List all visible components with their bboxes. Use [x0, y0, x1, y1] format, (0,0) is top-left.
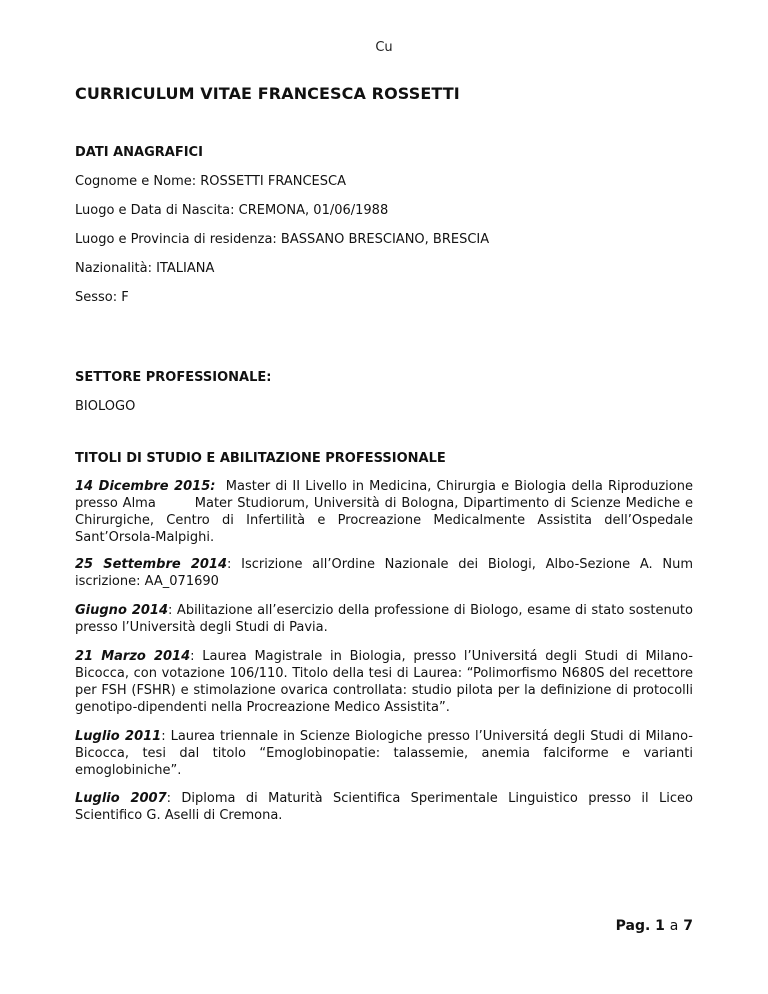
- section-heading-dati: DATI ANAGRAFICI: [75, 145, 203, 160]
- page-footer: [616, 918, 693, 934]
- dati-line: Cognome e Nome: ROSSETTI FRANCESCA: [75, 174, 346, 189]
- entry-date: 25 Settembre 2014: [75, 557, 228, 572]
- entry-date: 21 Marzo 2014: [75, 649, 191, 664]
- footer-separator: a: [669, 918, 679, 934]
- header-mark: Cu: [375, 40, 393, 55]
- footer-label: Pag.: [615, 918, 651, 934]
- education-entry: [75, 728, 693, 779]
- entry-text: : Iscrizione all’Ordine Nazionale dei Biologi, Albo-Sezione A. Num iscrizione: AA_071690: [75, 557, 693, 589]
- entry-text: : Abilitazione all’esercizio della professione di Biologo, esame di stato sostenuto presso l’Università degli Studi di Pavia.: [75, 603, 693, 635]
- entry-text: : Laurea Magistrale in Biologia, presso l’Universitá degli Studi di Milano-Bicocca, con votazione 106/110. Titolo della tesi di Laurea: “Polimorfismo N680S del recettore per FSH (FSHR) e stimolazione ovarica controllata: studio pilota per la definizione di protocolli genotipo-dipendenti nella Procreazione Medico Assistita”.: [75, 649, 693, 715]
- entry-date: 14 Dicembre 2015:: [75, 479, 216, 494]
- education-entry: [75, 648, 693, 716]
- education-entry: [75, 602, 693, 636]
- education-entry: [75, 556, 693, 590]
- dati-line: Nazionalità: ITALIANA: [75, 261, 215, 276]
- entry-date: Luglio 2011: [75, 729, 162, 744]
- footer-page-number: 1: [655, 918, 665, 934]
- document-title: CURRICULUM VITAE FRANCESCA ROSSETTI: [75, 84, 460, 103]
- entry-date: Luglio 2007: [75, 791, 167, 806]
- footer-page-total: 7: [683, 918, 693, 934]
- dati-line: Sesso: F: [75, 290, 129, 305]
- education-entry: [75, 790, 693, 824]
- dati-line: Luogo e Data di Nascita: CREMONA, 01/06/1988: [75, 203, 389, 218]
- section-heading-settore: SETTORE PROFESSIONALE:: [75, 370, 272, 385]
- entry-text: Master di II Livello in Medicina, Chirurgia e Biologia della Riproduzione presso Alma Mater Studiorum, Università di Bologna, Dipartimento di Scienze Mediche e Chirurgiche, Centro di Infertilità e Procreazione Medicalmente Assistita dell’Ospedale Sant’Orsola-Malpighi.: [75, 479, 698, 545]
- entry-date: Giugno 2014: [75, 603, 168, 618]
- settore-value: BIOLOGO: [75, 399, 136, 414]
- entry-text: : Laurea triennale in Scienze Biologiche presso l’Universitá degli Studi di Milano-Bicocca, tesi dal titolo “Emoglobinopatie: talassemie, anemia falciforme e varianti emoglobiniche”.: [75, 729, 693, 778]
- entry-text: : Diploma di Maturità Scientifica Sperimentale Linguistico presso il Liceo Scientifico G. Aselli di Cremona.: [75, 791, 693, 823]
- dati-line: Luogo e Provincia di residenza: BASSANO BRESCIANO, BRESCIA: [75, 232, 490, 247]
- section-heading-titoli: TITOLI DI STUDIO E ABILITAZIONE PROFESSIONALE: [75, 451, 446, 466]
- education-entry: [75, 478, 698, 546]
